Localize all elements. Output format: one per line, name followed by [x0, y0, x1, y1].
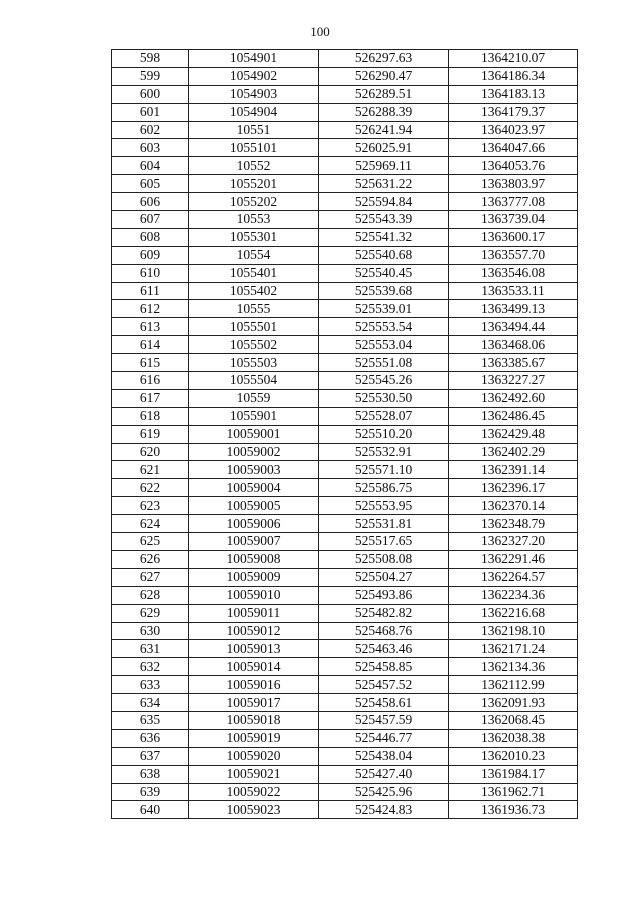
point-id-cell: 10059007 [189, 533, 319, 551]
point-id-cell: 1055901 [189, 407, 319, 425]
y-coordinate-cell: 1362327.20 [449, 533, 578, 551]
y-coordinate-cell: 1364179.37 [449, 103, 578, 121]
x-coordinate-cell: 525553.95 [319, 497, 449, 515]
point-id-cell: 1054904 [189, 103, 319, 121]
y-coordinate-cell: 1362091.93 [449, 694, 578, 712]
x-coordinate-cell: 525553.04 [319, 336, 449, 354]
y-coordinate-cell: 1363468.06 [449, 336, 578, 354]
row-index-cell: 598 [112, 50, 189, 68]
point-id-cell: 10559 [189, 389, 319, 407]
x-coordinate-cell: 525594.84 [319, 193, 449, 211]
table-row [112, 640, 578, 658]
row-index-cell: 623 [112, 497, 189, 515]
x-coordinate-cell: 525463.46 [319, 640, 449, 658]
point-id-cell: 1055301 [189, 228, 319, 246]
table-row [112, 211, 578, 229]
table-row [112, 479, 578, 497]
x-coordinate-cell: 525539.01 [319, 300, 449, 318]
x-coordinate-cell: 525510.20 [319, 425, 449, 443]
x-coordinate-cell: 525553.54 [319, 318, 449, 336]
y-coordinate-cell: 1362171.24 [449, 640, 578, 658]
point-id-cell: 10059018 [189, 711, 319, 729]
y-coordinate-cell: 1362429.48 [449, 425, 578, 443]
row-index-cell: 609 [112, 246, 189, 264]
table-row [112, 103, 578, 121]
table-row [112, 747, 578, 765]
table-row [112, 604, 578, 622]
row-index-cell: 635 [112, 711, 189, 729]
table-row [112, 568, 578, 586]
point-id-cell: 10555 [189, 300, 319, 318]
x-coordinate-cell: 525438.04 [319, 747, 449, 765]
point-id-cell: 10059005 [189, 497, 319, 515]
point-id-cell: 10059006 [189, 515, 319, 533]
y-coordinate-cell: 1364023.97 [449, 121, 578, 139]
table-row [112, 193, 578, 211]
x-coordinate-cell: 526289.51 [319, 85, 449, 103]
x-coordinate-cell: 525631.22 [319, 175, 449, 193]
y-coordinate-cell: 1364210.07 [449, 50, 578, 68]
x-coordinate-cell: 525458.85 [319, 658, 449, 676]
table-body [112, 50, 578, 819]
point-id-cell: 1055401 [189, 264, 319, 282]
row-index-cell: 638 [112, 765, 189, 783]
table-row [112, 729, 578, 747]
y-coordinate-cell: 1362402.29 [449, 443, 578, 461]
y-coordinate-cell: 1361936.73 [449, 801, 578, 819]
table-row [112, 121, 578, 139]
x-coordinate-cell: 525545.26 [319, 372, 449, 390]
point-id-cell: 10059002 [189, 443, 319, 461]
x-coordinate-cell: 525541.32 [319, 228, 449, 246]
y-coordinate-cell: 1363533.11 [449, 282, 578, 300]
table-row [112, 622, 578, 640]
y-coordinate-cell: 1364183.13 [449, 85, 578, 103]
y-coordinate-cell: 1363557.70 [449, 246, 578, 264]
row-index-cell: 621 [112, 461, 189, 479]
point-id-cell: 10059022 [189, 783, 319, 801]
table-row [112, 711, 578, 729]
point-id-cell: 1055201 [189, 175, 319, 193]
x-coordinate-cell: 526290.47 [319, 67, 449, 85]
table-row [112, 264, 578, 282]
table-row [112, 443, 578, 461]
point-id-cell: 10551 [189, 121, 319, 139]
point-id-cell: 10059003 [189, 461, 319, 479]
row-index-cell: 606 [112, 193, 189, 211]
table-row [112, 389, 578, 407]
row-index-cell: 634 [112, 694, 189, 712]
x-coordinate-cell: 525424.83 [319, 801, 449, 819]
table-row [112, 300, 578, 318]
row-index-cell: 640 [112, 801, 189, 819]
y-coordinate-cell: 1362234.36 [449, 586, 578, 604]
y-coordinate-cell: 1361984.17 [449, 765, 578, 783]
table-row [112, 85, 578, 103]
row-index-cell: 599 [112, 67, 189, 85]
point-id-cell: 10059016 [189, 676, 319, 694]
x-coordinate-cell: 525540.45 [319, 264, 449, 282]
table-row [112, 497, 578, 515]
table-row [112, 783, 578, 801]
x-coordinate-cell: 525425.96 [319, 783, 449, 801]
row-index-cell: 622 [112, 479, 189, 497]
y-coordinate-cell: 1362112.99 [449, 676, 578, 694]
table-row [112, 515, 578, 533]
y-coordinate-cell: 1362216.68 [449, 604, 578, 622]
y-coordinate-cell: 1363546.08 [449, 264, 578, 282]
row-index-cell: 607 [112, 211, 189, 229]
y-coordinate-cell: 1362492.60 [449, 389, 578, 407]
x-coordinate-cell: 525482.82 [319, 604, 449, 622]
point-id-cell: 1054902 [189, 67, 319, 85]
table-row [112, 175, 578, 193]
x-coordinate-cell: 525457.52 [319, 676, 449, 694]
x-coordinate-cell: 526241.94 [319, 121, 449, 139]
row-index-cell: 631 [112, 640, 189, 658]
point-id-cell: 1055202 [189, 193, 319, 211]
y-coordinate-cell: 1363739.04 [449, 211, 578, 229]
row-index-cell: 618 [112, 407, 189, 425]
x-coordinate-cell: 525551.08 [319, 354, 449, 372]
y-coordinate-cell: 1361962.71 [449, 783, 578, 801]
row-index-cell: 615 [112, 354, 189, 372]
point-id-cell: 10059017 [189, 694, 319, 712]
x-coordinate-cell: 525458.61 [319, 694, 449, 712]
point-id-cell: 10059023 [189, 801, 319, 819]
row-index-cell: 626 [112, 550, 189, 568]
row-index-cell: 614 [112, 336, 189, 354]
y-coordinate-cell: 1362134.36 [449, 658, 578, 676]
x-coordinate-cell: 526288.39 [319, 103, 449, 121]
point-id-cell: 10059004 [189, 479, 319, 497]
x-coordinate-cell: 525586.75 [319, 479, 449, 497]
row-index-cell: 630 [112, 622, 189, 640]
point-id-cell: 10059013 [189, 640, 319, 658]
y-coordinate-cell: 1363803.97 [449, 175, 578, 193]
y-coordinate-cell: 1362486.45 [449, 407, 578, 425]
row-index-cell: 639 [112, 783, 189, 801]
table-row [112, 354, 578, 372]
table-row [112, 765, 578, 783]
table-row [112, 139, 578, 157]
y-coordinate-cell: 1364047.66 [449, 139, 578, 157]
row-index-cell: 601 [112, 103, 189, 121]
table-row [112, 550, 578, 568]
point-id-cell: 10554 [189, 246, 319, 264]
point-id-cell: 1054903 [189, 85, 319, 103]
y-coordinate-cell: 1362370.14 [449, 497, 578, 515]
row-index-cell: 602 [112, 121, 189, 139]
point-id-cell: 1055503 [189, 354, 319, 372]
x-coordinate-cell: 525531.81 [319, 515, 449, 533]
table-row [112, 694, 578, 712]
table-row [112, 676, 578, 694]
y-coordinate-cell: 1364053.76 [449, 157, 578, 175]
row-index-cell: 617 [112, 389, 189, 407]
x-coordinate-cell: 525468.76 [319, 622, 449, 640]
y-coordinate-cell: 1362038.38 [449, 729, 578, 747]
x-coordinate-cell: 525457.59 [319, 711, 449, 729]
point-id-cell: 1054901 [189, 50, 319, 68]
y-coordinate-cell: 1363227.27 [449, 372, 578, 390]
table-row [112, 461, 578, 479]
x-coordinate-cell: 525493.86 [319, 586, 449, 604]
y-coordinate-cell: 1362396.17 [449, 479, 578, 497]
row-index-cell: 632 [112, 658, 189, 676]
x-coordinate-cell: 525446.77 [319, 729, 449, 747]
y-coordinate-cell: 1363494.44 [449, 318, 578, 336]
point-id-cell: 10059009 [189, 568, 319, 586]
point-id-cell: 10059001 [189, 425, 319, 443]
y-coordinate-cell: 1362010.23 [449, 747, 578, 765]
point-id-cell: 10059020 [189, 747, 319, 765]
row-index-cell: 627 [112, 568, 189, 586]
row-index-cell: 619 [112, 425, 189, 443]
point-id-cell: 10059008 [189, 550, 319, 568]
y-coordinate-cell: 1363777.08 [449, 193, 578, 211]
y-coordinate-cell: 1362391.14 [449, 461, 578, 479]
x-coordinate-cell: 525571.10 [319, 461, 449, 479]
table-row [112, 425, 578, 443]
point-id-cell: 10059011 [189, 604, 319, 622]
point-id-cell: 10059012 [189, 622, 319, 640]
row-index-cell: 613 [112, 318, 189, 336]
x-coordinate-cell: 525532.91 [319, 443, 449, 461]
point-id-cell: 10553 [189, 211, 319, 229]
table-row [112, 801, 578, 819]
row-index-cell: 616 [112, 372, 189, 390]
table-row [112, 372, 578, 390]
x-coordinate-cell: 525517.65 [319, 533, 449, 551]
table-row [112, 336, 578, 354]
row-index-cell: 604 [112, 157, 189, 175]
y-coordinate-cell: 1362291.46 [449, 550, 578, 568]
point-id-cell: 10552 [189, 157, 319, 175]
x-coordinate-cell: 525539.68 [319, 282, 449, 300]
page-number: 100 [310, 24, 330, 39]
y-coordinate-cell: 1363499.13 [449, 300, 578, 318]
y-coordinate-cell: 1363385.67 [449, 354, 578, 372]
row-index-cell: 637 [112, 747, 189, 765]
row-index-cell: 608 [112, 228, 189, 246]
table-row [112, 282, 578, 300]
row-index-cell: 600 [112, 85, 189, 103]
point-id-cell: 10059021 [189, 765, 319, 783]
x-coordinate-cell: 526025.91 [319, 139, 449, 157]
row-index-cell: 610 [112, 264, 189, 282]
table-row [112, 246, 578, 264]
table-row [112, 586, 578, 604]
table-row [112, 228, 578, 246]
x-coordinate-cell: 525530.50 [319, 389, 449, 407]
point-id-cell: 1055502 [189, 336, 319, 354]
x-coordinate-cell: 525543.39 [319, 211, 449, 229]
row-index-cell: 603 [112, 139, 189, 157]
table-row [112, 157, 578, 175]
y-coordinate-cell: 1362348.79 [449, 515, 578, 533]
y-coordinate-cell: 1362264.57 [449, 568, 578, 586]
point-id-cell: 1055501 [189, 318, 319, 336]
point-id-cell: 10059014 [189, 658, 319, 676]
table-row [112, 658, 578, 676]
table-row [112, 50, 578, 68]
table-row [112, 318, 578, 336]
coordinates-table [111, 49, 578, 819]
x-coordinate-cell: 525427.40 [319, 765, 449, 783]
row-index-cell: 620 [112, 443, 189, 461]
row-index-cell: 625 [112, 533, 189, 551]
point-id-cell: 10059019 [189, 729, 319, 747]
row-index-cell: 629 [112, 604, 189, 622]
row-index-cell: 605 [112, 175, 189, 193]
y-coordinate-cell: 1363600.17 [449, 228, 578, 246]
point-id-cell: 1055402 [189, 282, 319, 300]
y-coordinate-cell: 1362068.45 [449, 711, 578, 729]
row-index-cell: 612 [112, 300, 189, 318]
x-coordinate-cell: 525504.27 [319, 568, 449, 586]
table-row [112, 407, 578, 425]
x-coordinate-cell: 525508.08 [319, 550, 449, 568]
row-index-cell: 628 [112, 586, 189, 604]
x-coordinate-cell: 526297.63 [319, 50, 449, 68]
row-index-cell: 611 [112, 282, 189, 300]
row-index-cell: 624 [112, 515, 189, 533]
row-index-cell: 636 [112, 729, 189, 747]
x-coordinate-cell: 525969.11 [319, 157, 449, 175]
point-id-cell: 10059010 [189, 586, 319, 604]
table-row [112, 67, 578, 85]
y-coordinate-cell: 1362198.10 [449, 622, 578, 640]
point-id-cell: 1055101 [189, 139, 319, 157]
point-id-cell: 1055504 [189, 372, 319, 390]
x-coordinate-cell: 525528.07 [319, 407, 449, 425]
x-coordinate-cell: 525540.68 [319, 246, 449, 264]
table-row [112, 533, 578, 551]
row-index-cell: 633 [112, 676, 189, 694]
y-coordinate-cell: 1364186.34 [449, 67, 578, 85]
